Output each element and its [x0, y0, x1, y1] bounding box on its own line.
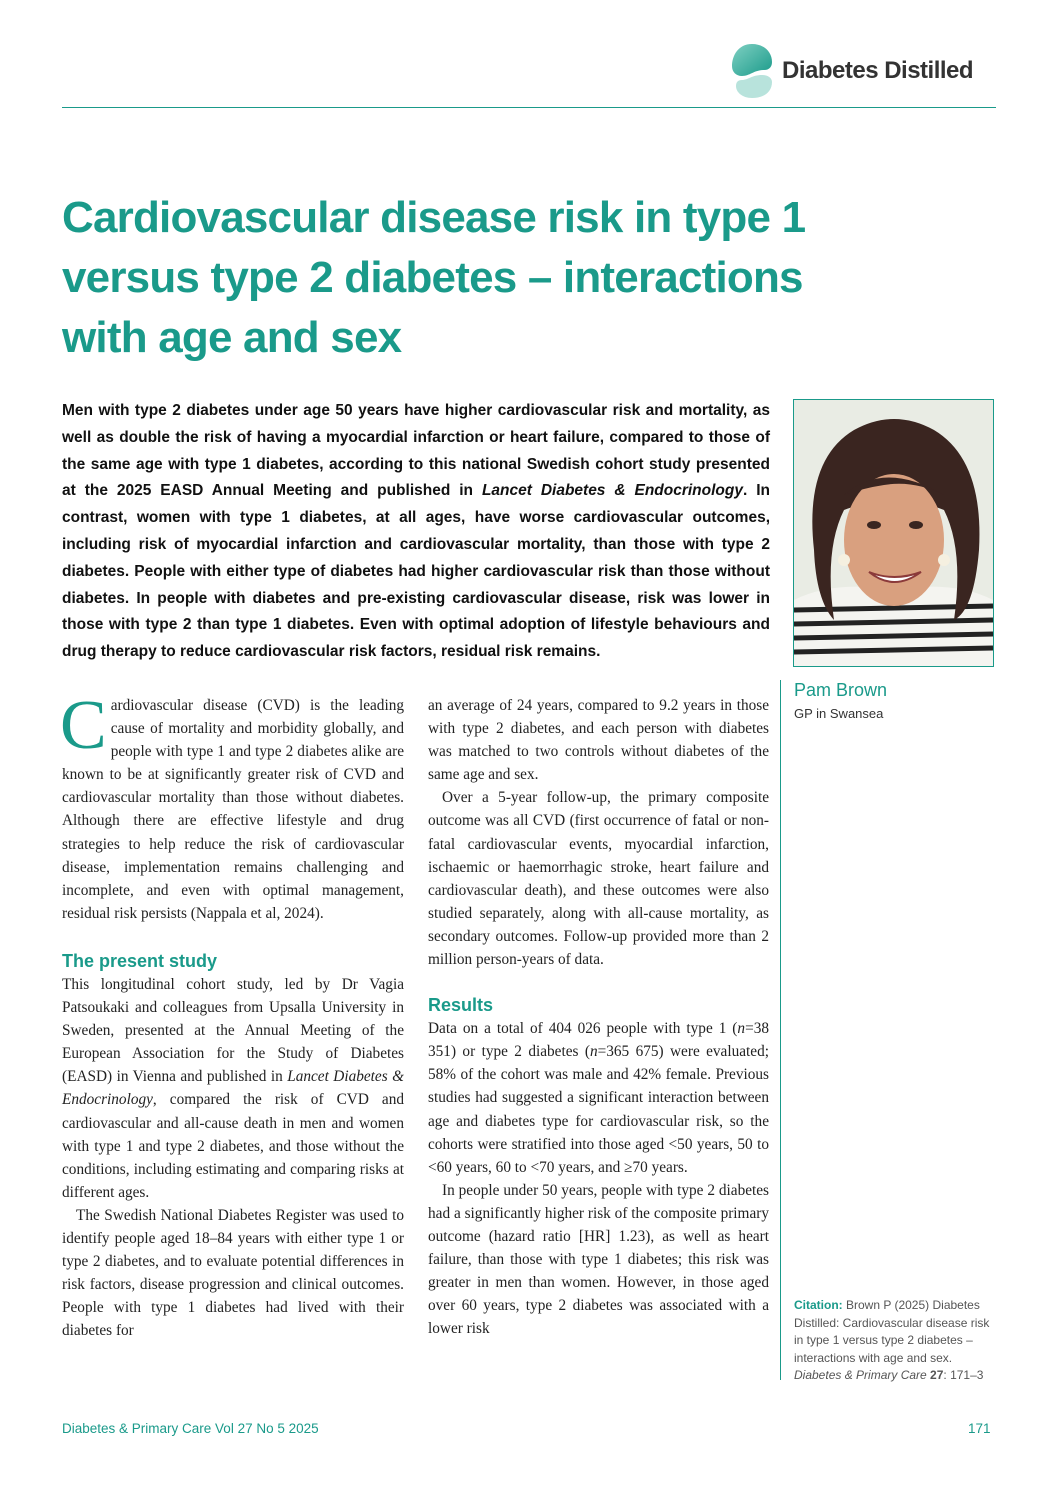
author-photo — [793, 399, 994, 667]
author-name: Pam Brown — [794, 680, 888, 700]
sidebar-rule — [780, 680, 781, 1380]
article-abstract: Men with type 2 diabetes under age 50 years have higher cardiovascular risk and mortality, as well as double the risk of having a myocardial infarction or heart failure, compared to those of the same age with type 1 diabetes, according to this national Swedish cohort study presented at the 2025 EASD Annual Meeting and published in Lancet Diabetes & Endocrinology. In contrast, women with type 1 diabetes, at all ages, have worse cardiovascular outcomes, including risk of myocardial infarction and cardiovascular mortality, than those with type 2 diabetes. People with either type of diabetes had higher cardiovascular risk than those without diabetes. In people with diabetes and pre-existing cardiovascular disease, risk was lower in those with type 2 than type 1 diabetes. Even with optimal adoption of lifestyle behaviours and drug therapy to reduce cardiovascular risk factors, residual risk remains. — [62, 402, 770, 661]
study-paragraph-1: This longitudinal cohort study, led by Dr Vagia Patsoukaki and colleagues from Upsalla University in Sweden, presented at the Annual Meeting of the European Association for the Study of Diabetes (EASD) in Vienna and published in Lancet Diabetes & Endocrinology, compared the risk of CVD and cardiovascular and all-cause death in men and women with type 1 and type 2 diabetes, and those without the conditions, including estimating and comparing risks at different ages. — [62, 975, 404, 1201]
intro-paragraph: Cardiovascular disease (CVD) is the leading cause of mortality and morbidity globally, and people with type 1 and type 2 diabetes alike are known to be at significantly greater risk of CVD and cardiovascular mortality than those without diabetes. Although there are effective lifestyle and drug strategies to help reduce the risk of cardiovascular disease, implementation remains challenging and incomplete, and even with optimal management, residual risk persists (Nappala et al, 2024). — [60, 687, 404, 922]
col2-paragraph-1: an average of 24 years, compared to 9.2 years in those with type 2 diabetes, and each person with diabetes was matched to two controls without diabetes of the same age and sex. — [428, 697, 769, 784]
citation-box: Citation: Brown P (2025) Diabetes Distilled: Cardiovascular disease risk in type 1 versus type 2 diabetes – interactions with age and sex. Diabetes & Primary Care 27: 171–3 — [794, 1298, 990, 1383]
drop-cap: C — [60, 687, 107, 764]
article-title: Cardiovascular disease risk in type 1 versus type 2 diabetes – interactions with age and sex — [62, 193, 806, 362]
author-role: GP in Swansea — [794, 706, 884, 721]
results-paragraph-2: In people under 50 years, people with type 2 diabetes had a significantly higher risk of the composite primary outcome (hazard ratio [HR] 1.23), as well as heart failure, than those with type 1 diabetes; this risk was greater in men than women. However, in those aged over 60 years, type 2 diabetes was associated with a lower risk — [428, 1181, 769, 1338]
results-paragraph-1: Data on a total of 404 026 people with type 1 (n=38 351) or type 2 diabetes (n=365 675) were evaluated; 58% of the cohort was male and 42% female. Previous studies had suggested a significant interaction between age and diabetes type for cardiovascular risk, so the cohorts were stratified into those aged <50 years, 50 to <60 years, 60 to <70 years, and ≥70 years. — [428, 1020, 769, 1176]
heading-present-study: The present study — [62, 950, 218, 971]
body-column-2 — [428, 694, 769, 1340]
col2-paragraph-2: Over a 5-year follow-up, the primary composite outcome was all CVD (first occurrence of fatal or non-fatal cardiovascular events, myocardial infarction, ischaemic or haemorrhagic stroke, heart failure and cardiovascular death), and these outcomes were also studied separately, along with all-cause mortality, as secondary outcomes. Follow-up provided more than 2 million person-years of data. — [428, 789, 769, 969]
heading-results: Results — [428, 995, 494, 1016]
brand-logo — [730, 40, 973, 102]
body-column-1 — [60, 687, 404, 1342]
brand-name: Diabetes Distilled — [782, 57, 974, 84]
footer-journal: Diabetes & Primary Care Vol 27 No 5 2025 — [62, 1421, 319, 1436]
page-number: 171 — [968, 1421, 991, 1436]
header-rule — [62, 107, 996, 108]
abstract-journal: Lancet Diabetes & Endocrinology — [481, 482, 743, 500]
brand-mark-icon — [730, 42, 774, 100]
study-paragraph-2: The Swedish National Diabetes Register was used to identify people aged 18–84 years with either type 1 or type 2 diabetes, and to evaluate potential differences in risk factors, disease progression and clinical outcomes. People with type 1 diabetes had lived with their diabetes for — [62, 1206, 404, 1340]
